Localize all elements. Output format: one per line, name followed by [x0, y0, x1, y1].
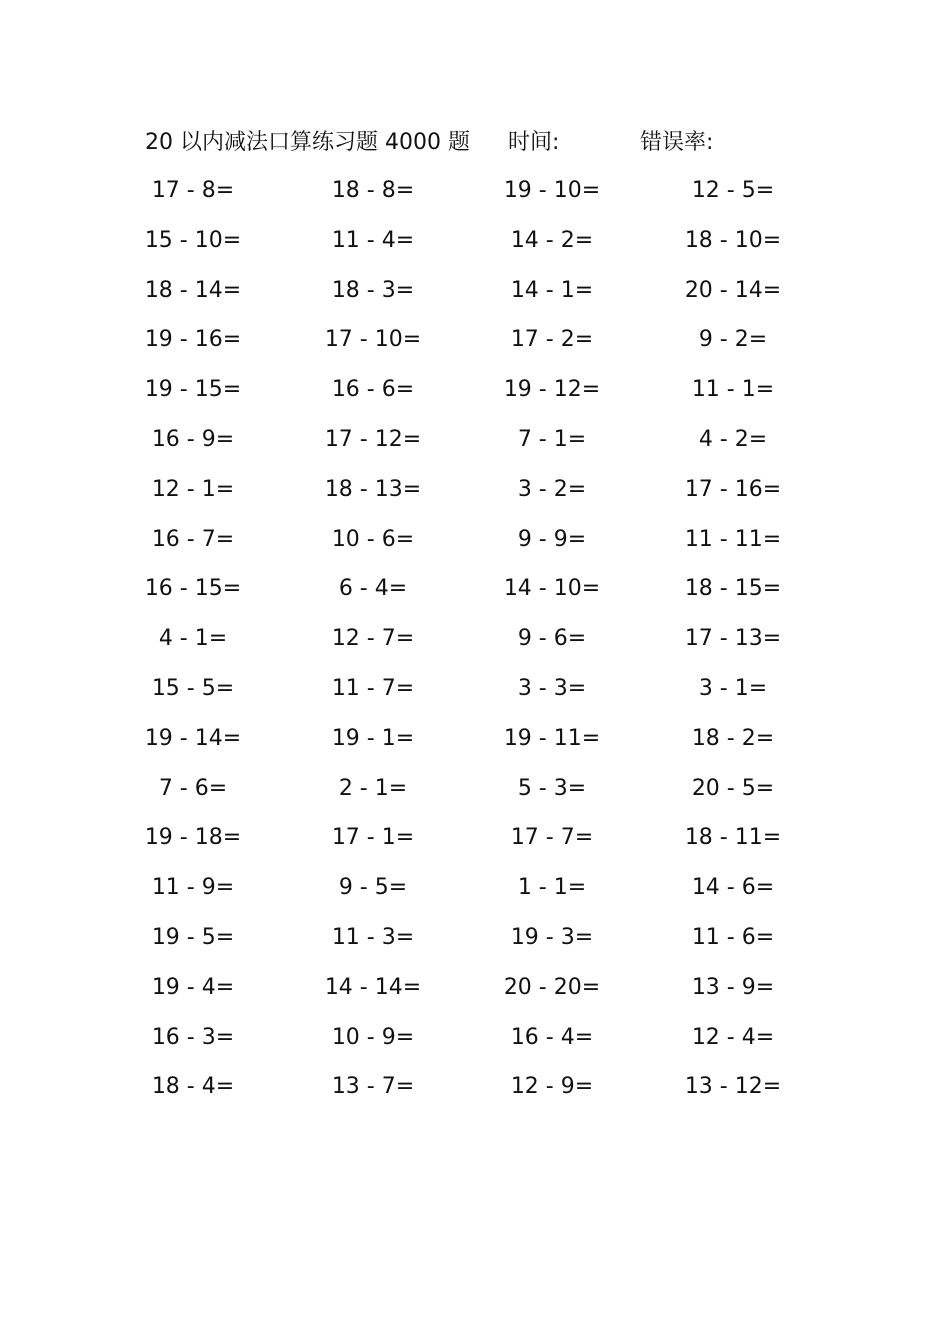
problem-item: 15 - 5= — [151, 675, 235, 701]
problem-item: 19 - 4= — [151, 974, 235, 1000]
problem-item: 16 - 3= — [151, 1024, 235, 1050]
problem-item: 2 - 1= — [338, 775, 408, 801]
problem-item: 16 - 6= — [331, 377, 415, 403]
problem-item: 17 - 12= — [324, 426, 422, 452]
problem-row — [0, 274, 950, 324]
problem-item: 14 - 1= — [510, 277, 594, 303]
problem-item: 14 - 6= — [691, 875, 775, 901]
problem-item: 18 - 15= — [684, 576, 782, 602]
problem-item: 19 - 18= — [144, 825, 242, 851]
problem-item: 11 - 3= — [331, 924, 415, 950]
error-rate-label: 错误率: — [640, 130, 714, 155]
problem-grid — [0, 174, 950, 1120]
worksheet-title: 20 以内减法口算练习题 4000 题 — [145, 130, 470, 155]
problem-row — [0, 174, 950, 224]
problem-item: 17 - 13= — [684, 626, 782, 652]
problem-row — [0, 921, 950, 971]
problem-row — [0, 772, 950, 822]
problem-item: 4 - 2= — [698, 426, 768, 452]
problem-item: 1 - 1= — [517, 875, 587, 901]
problem-row — [0, 622, 950, 672]
problem-item: 3 - 3= — [517, 675, 587, 701]
problem-item: 12 - 7= — [331, 626, 415, 652]
problem-item: 19 - 15= — [144, 377, 242, 403]
problem-item: 11 - 7= — [331, 675, 415, 701]
problem-item: 17 - 8= — [151, 178, 235, 203]
problem-row — [0, 971, 950, 1021]
problem-item: 20 - 14= — [684, 277, 782, 303]
problem-row — [0, 672, 950, 722]
problem-item: 3 - 1= — [698, 675, 768, 701]
problem-item: 16 - 4= — [510, 1024, 594, 1050]
problem-item: 18 - 4= — [151, 1074, 235, 1100]
problem-item: 19 - 3= — [510, 924, 594, 950]
problem-row — [0, 323, 950, 373]
problem-item: 11 - 1= — [691, 377, 775, 403]
problem-item: 9 - 5= — [338, 875, 408, 901]
problem-item: 18 - 10= — [684, 227, 782, 253]
problem-item: 17 - 7= — [510, 825, 594, 851]
problem-item: 13 - 12= — [684, 1074, 782, 1100]
problem-item: 19 - 12= — [503, 377, 601, 403]
problem-item: 16 - 15= — [144, 576, 242, 602]
problem-item: 13 - 7= — [331, 1074, 415, 1100]
problem-item: 18 - 11= — [684, 825, 782, 851]
problem-item: 16 - 9= — [151, 426, 235, 452]
problem-item: 17 - 10= — [324, 327, 422, 353]
problem-item: 14 - 14= — [324, 974, 422, 1000]
problem-item: 12 - 4= — [691, 1024, 775, 1050]
problem-row — [0, 572, 950, 622]
problem-row — [0, 423, 950, 473]
problem-item: 19 - 11= — [503, 725, 601, 751]
problem-item: 19 - 16= — [144, 327, 242, 353]
problem-item: 6 - 4= — [338, 576, 408, 602]
problem-item: 17 - 16= — [684, 476, 782, 502]
problem-item: 17 - 2= — [510, 327, 594, 353]
problem-row — [0, 224, 950, 274]
problem-item: 20 - 5= — [691, 775, 775, 801]
problem-item: 19 - 14= — [144, 725, 242, 751]
problem-item: 12 - 9= — [510, 1074, 594, 1100]
problem-item: 12 - 1= — [151, 476, 235, 502]
problem-item: 4 - 1= — [158, 626, 228, 652]
problem-item: 9 - 2= — [698, 327, 768, 353]
problem-item: 3 - 2= — [517, 476, 587, 502]
problem-item: 9 - 6= — [517, 626, 587, 652]
problem-row — [0, 1021, 950, 1071]
problem-item: 18 - 8= — [331, 178, 415, 203]
problem-item: 10 - 9= — [331, 1024, 415, 1050]
problem-row — [0, 821, 950, 871]
problem-item: 10 - 6= — [331, 526, 415, 552]
problem-item: 5 - 3= — [517, 775, 587, 801]
problem-item: 7 - 6= — [158, 775, 228, 801]
problem-item: 14 - 2= — [510, 227, 594, 253]
problem-item: 14 - 10= — [503, 576, 601, 602]
problem-item: 19 - 10= — [503, 178, 601, 203]
problem-item: 18 - 13= — [324, 476, 422, 502]
problem-item: 16 - 7= — [151, 526, 235, 552]
worksheet-header — [0, 126, 950, 160]
problem-row — [0, 871, 950, 921]
problem-item: 11 - 6= — [691, 924, 775, 950]
problem-item: 11 - 9= — [151, 875, 235, 901]
problem-row — [0, 373, 950, 423]
problem-item: 15 - 10= — [144, 227, 242, 253]
problem-item: 9 - 9= — [517, 526, 587, 552]
problem-row — [0, 1070, 950, 1120]
problem-item: 11 - 4= — [331, 227, 415, 253]
problem-row — [0, 523, 950, 573]
problem-item: 18 - 3= — [331, 277, 415, 303]
problem-item: 11 - 11= — [684, 526, 782, 552]
problem-item: 19 - 1= — [331, 725, 415, 751]
problem-item: 13 - 9= — [691, 974, 775, 1000]
problem-item: 12 - 5= — [691, 178, 775, 203]
problem-item: 19 - 5= — [151, 924, 235, 950]
problem-item: 7 - 1= — [517, 426, 587, 452]
time-label: 时间: — [508, 130, 560, 155]
problem-item: 18 - 14= — [144, 277, 242, 303]
problem-item: 18 - 2= — [691, 725, 775, 751]
problem-row — [0, 722, 950, 772]
problem-row — [0, 473, 950, 523]
problem-item: 20 - 20= — [503, 974, 601, 1000]
problem-item: 17 - 1= — [331, 825, 415, 851]
